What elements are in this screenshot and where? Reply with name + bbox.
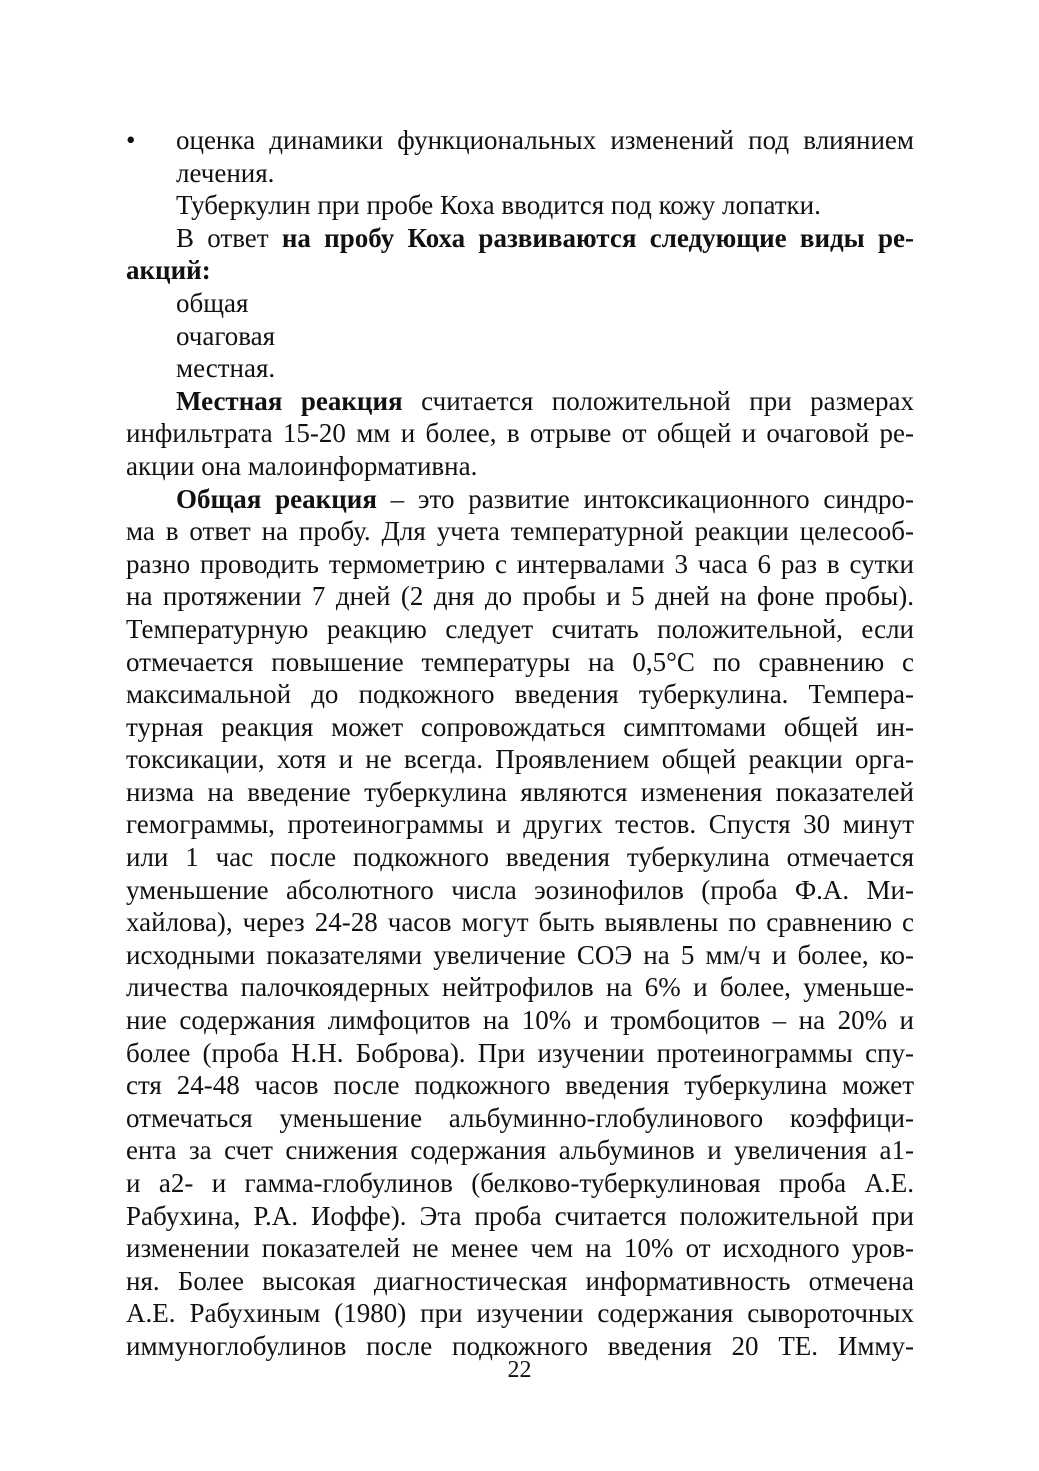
reactions-heading-line-2 bbox=[126, 254, 914, 287]
reactions-heading-prefix: В ответ bbox=[176, 222, 282, 253]
paragraph-line: личества палочкоядерных нейтрофилов на 6% и более, уменьше- bbox=[126, 972, 914, 1003]
paragraph-line: хайлова), через 24-28 часов могут быть выявлены по сравнению с bbox=[126, 907, 914, 938]
paragraph-line: иммуноглобулинов после подкожного введения 20 ТЕ. Имму- bbox=[126, 1330, 914, 1361]
local-reaction-line-2: инфильтрата 15-20 мм и более, в отрыве от общей и очаговой ре- bbox=[126, 418, 914, 449]
reaction-type-focal: очаговая bbox=[176, 320, 276, 351]
reaction-type-local: местная. bbox=[176, 353, 276, 384]
general-reaction-text: – это развитие интоксикационного синдро- bbox=[376, 483, 914, 514]
paragraph-line: Рабухина, Р.А. Иоффе). Эта проба считается положительной при bbox=[126, 1200, 914, 1231]
bullet-marker: • bbox=[126, 125, 136, 155]
paragraph-line: ние содержания лимфоцитов на 10% и тромбоцитов – на 20% и bbox=[126, 1005, 914, 1036]
bullet-item-line-2: лечения. bbox=[176, 157, 275, 188]
local-reaction-line-1 bbox=[126, 385, 914, 418]
page-body bbox=[126, 124, 914, 1363]
local-reaction-text: считается положительной при размерах bbox=[402, 385, 914, 416]
paragraph-line: токсикации, хотя и не всегда. Проявлением общей реакции орга- bbox=[126, 744, 914, 775]
paragraph-line: турная реакция может сопровождаться симптомами общей ин- bbox=[126, 711, 914, 742]
reactions-heading-line-1 bbox=[126, 222, 914, 255]
paragraph-line: гемограммы, протеинограммы и других тестов. Спустя 30 минут bbox=[126, 809, 914, 840]
page-number: 22 bbox=[507, 1357, 532, 1383]
bullet-item-text-1: оценка динамики функциональных изменений под влиянием bbox=[176, 125, 914, 155]
reactions-heading-bold-1: на пробу Коха развиваются следующие виды ре- bbox=[281, 222, 914, 253]
paragraph-line: на протяжении 7 дней (2 дня до пробы и 5 дней на фоне пробы). bbox=[126, 581, 914, 612]
paragraph-line: или 1 час после подкожного введения туберкулина отмечается bbox=[126, 842, 914, 873]
paragraph-line: исходными показателями увеличение СОЭ на 5 мм/ч и более, ко- bbox=[126, 939, 914, 970]
paragraph-line: разно проводить термометрию с интервалами 3 часа 6 раз в сутки bbox=[126, 548, 914, 579]
reaction-type-general: общая bbox=[176, 287, 249, 318]
paragraph-line: отмечается повышение температуры на 0,5°С по сравнению с bbox=[126, 646, 914, 677]
intro-sentence: Туберкулин при пробе Коха вводится под кожу лопатки. bbox=[176, 190, 821, 221]
bullet-item-line-1 bbox=[126, 124, 914, 157]
paragraph-line: Температурную реакцию следует считать положительной, если bbox=[126, 613, 914, 644]
local-reaction-term: Местная реакция bbox=[176, 385, 403, 416]
paragraph-line: ма в ответ на пробу. Для учета температурной реакции целесооб- bbox=[126, 516, 914, 547]
paragraph-line: и а2- и гамма-глобулинов (белково-туберкулиновая проба А.Е. bbox=[126, 1168, 914, 1198]
general-reaction-line-1 bbox=[126, 483, 914, 516]
reactions-heading-bold-2: акций: bbox=[126, 255, 211, 286]
paragraph-line: отмечаться уменьшение альбуминно-глобулинового коэффици- bbox=[126, 1102, 914, 1133]
paragraph-line: ня. Более высокая диагностическая информативность отмечена bbox=[126, 1265, 914, 1296]
general-reaction-term: Общая реакция bbox=[176, 483, 377, 514]
paragraph-line: А.Е. Рабухиным (1980) при изучении содержания сывороточных bbox=[126, 1298, 914, 1329]
paragraph-line: более (проба Н.Н. Боброва). При изучении протеинограммы спу- bbox=[126, 1037, 914, 1068]
paragraph-line: стя 24-48 часов после подкожного введения туберкулина может bbox=[126, 1070, 914, 1101]
paragraph-line: уменьшение абсолютного числа эозинофилов (проба Ф.А. Ми- bbox=[126, 874, 914, 905]
paragraph-line: изменении показателей не менее чем на 10% от исходного уров- bbox=[126, 1233, 914, 1264]
paragraph-line: ента за счет снижения содержания альбуминов и увеличения а1- bbox=[126, 1135, 914, 1166]
local-reaction-line-3: акции она малоинформативна. bbox=[126, 450, 478, 481]
paragraph-line: низма на введение туберкулина являются изменения показателей bbox=[126, 776, 914, 807]
paragraph-line: максимальной до подкожного введения туберкулина. Темпера- bbox=[126, 679, 914, 710]
